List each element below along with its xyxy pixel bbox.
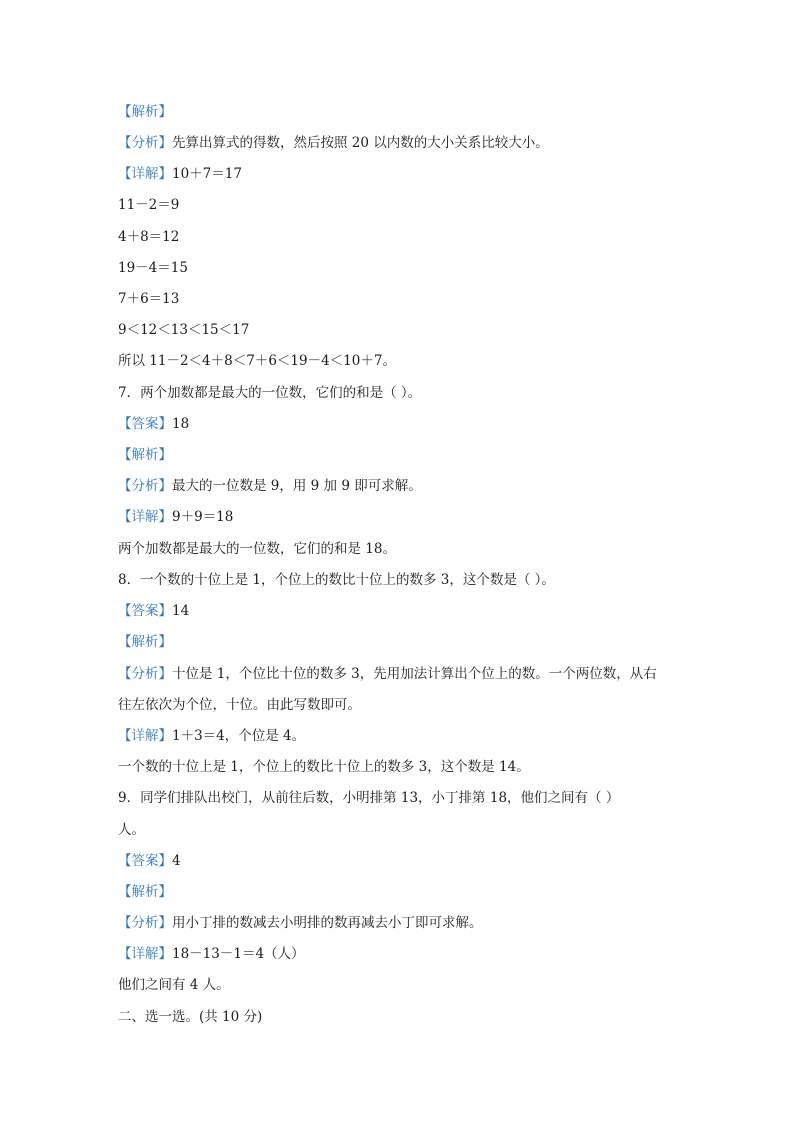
- text-line: [118, 914, 483, 932]
- text-line: [118, 165, 242, 183]
- section-tag: 【解析】: [118, 104, 172, 120]
- section-tag: 【详解】: [118, 166, 172, 182]
- line-text: 他们之间有 4 人。: [118, 977, 230, 993]
- section-tag: 【详解】: [118, 509, 172, 525]
- text-line: [118, 945, 305, 963]
- text-line: [118, 415, 189, 433]
- line-text: 人。: [118, 822, 145, 838]
- line-text: 先算出算式的得数，然后按照 20 以内数的大小关系比较大小。: [172, 135, 549, 151]
- line-text: 1＋3＝4，个位是 4。: [172, 728, 306, 744]
- text-line: [118, 1008, 262, 1026]
- line-text: 7＋6＝13: [118, 291, 180, 307]
- line-text: 14: [172, 603, 190, 619]
- line-text: 两个加数都是最大的一位数，它们的和是 18。: [118, 541, 396, 557]
- section-tag: 【答案】: [118, 416, 172, 432]
- section-tag: 【答案】: [118, 603, 172, 619]
- text-line: [118, 789, 619, 807]
- text-line: [118, 727, 305, 745]
- text-line: [118, 290, 179, 308]
- line-text: 18－13－1＝4（人）: [172, 946, 305, 962]
- text-line: [118, 196, 179, 214]
- line-text: 十位是 1，个位比十位的数多 3，先用加法计算出个位上的数。一个两位数，从右: [172, 666, 657, 682]
- text-line: [118, 352, 396, 370]
- line-text: 18: [172, 416, 190, 432]
- section-tag: 【解析】: [118, 447, 172, 463]
- text-line: [118, 134, 549, 152]
- text-line: [118, 540, 396, 558]
- section-tag: 【分析】: [118, 915, 172, 931]
- line-text: 9＜12＜13＜15＜17: [118, 322, 250, 338]
- text-line: [118, 976, 230, 994]
- section-tag: 【解析】: [118, 634, 172, 650]
- text-line: [118, 571, 555, 589]
- text-line: [118, 259, 188, 277]
- line-text: 一个数的十位上是 1，个位上的数比十位上的数多 3，这个数是 14。: [118, 759, 530, 775]
- section-tag: 【详解】: [118, 728, 172, 744]
- section-tag: 【答案】: [118, 853, 172, 869]
- line-text: 9．同学们排队出校门，从前往后数，小明排第 13，小丁排第 18，他们之间有（ ）: [118, 790, 620, 806]
- line-text: 10＋7＝17: [172, 166, 242, 182]
- text-line: [118, 508, 233, 526]
- text-line: [118, 446, 172, 464]
- line-text: 9＋9＝18: [172, 509, 234, 525]
- text-line: [118, 477, 422, 495]
- text-line: [118, 103, 172, 121]
- line-text: 最大的一位数是 9，用 9 加 9 即可求解。: [172, 478, 422, 494]
- line-text: 7．两个加数都是最大的一位数，它们的和是（ ）。: [118, 385, 422, 401]
- line-text: 所以 11－2＜4＋8＜7＋6＜19－4＜10＋7。: [118, 353, 396, 369]
- text-line: [118, 633, 172, 651]
- text-line: [118, 602, 189, 620]
- section-tag: 【详解】: [118, 946, 172, 962]
- line-text: 二、选一选。(共 10 分): [118, 1009, 263, 1025]
- section-tag: 【解析】: [118, 884, 172, 900]
- section-tag: 【分析】: [118, 666, 172, 682]
- line-text: 11－2＝9: [118, 197, 180, 213]
- text-line: [118, 852, 181, 870]
- text-line: [118, 821, 145, 839]
- line-text: 19－4＝15: [118, 260, 188, 276]
- line-text: 4: [172, 853, 181, 869]
- text-line: [118, 758, 530, 776]
- text-line: [118, 665, 657, 683]
- text-line: [118, 228, 179, 246]
- line-text: 往左依次为个位，十位。由此写数即可。: [118, 697, 361, 713]
- text-line: [118, 883, 172, 901]
- text-line: [118, 321, 249, 339]
- line-text: 8．一个数的十位上是 1，个位上的数比十位上的数多 3，这个数是（ ）。: [118, 572, 555, 588]
- text-line: [118, 696, 361, 714]
- line-text: 4＋8＝12: [118, 229, 180, 245]
- line-text: 用小丁排的数减去小明排的数再减去小丁即可求解。: [172, 915, 483, 931]
- text-line: [118, 384, 421, 402]
- section-tag: 【分析】: [118, 478, 172, 494]
- section-tag: 【分析】: [118, 135, 172, 151]
